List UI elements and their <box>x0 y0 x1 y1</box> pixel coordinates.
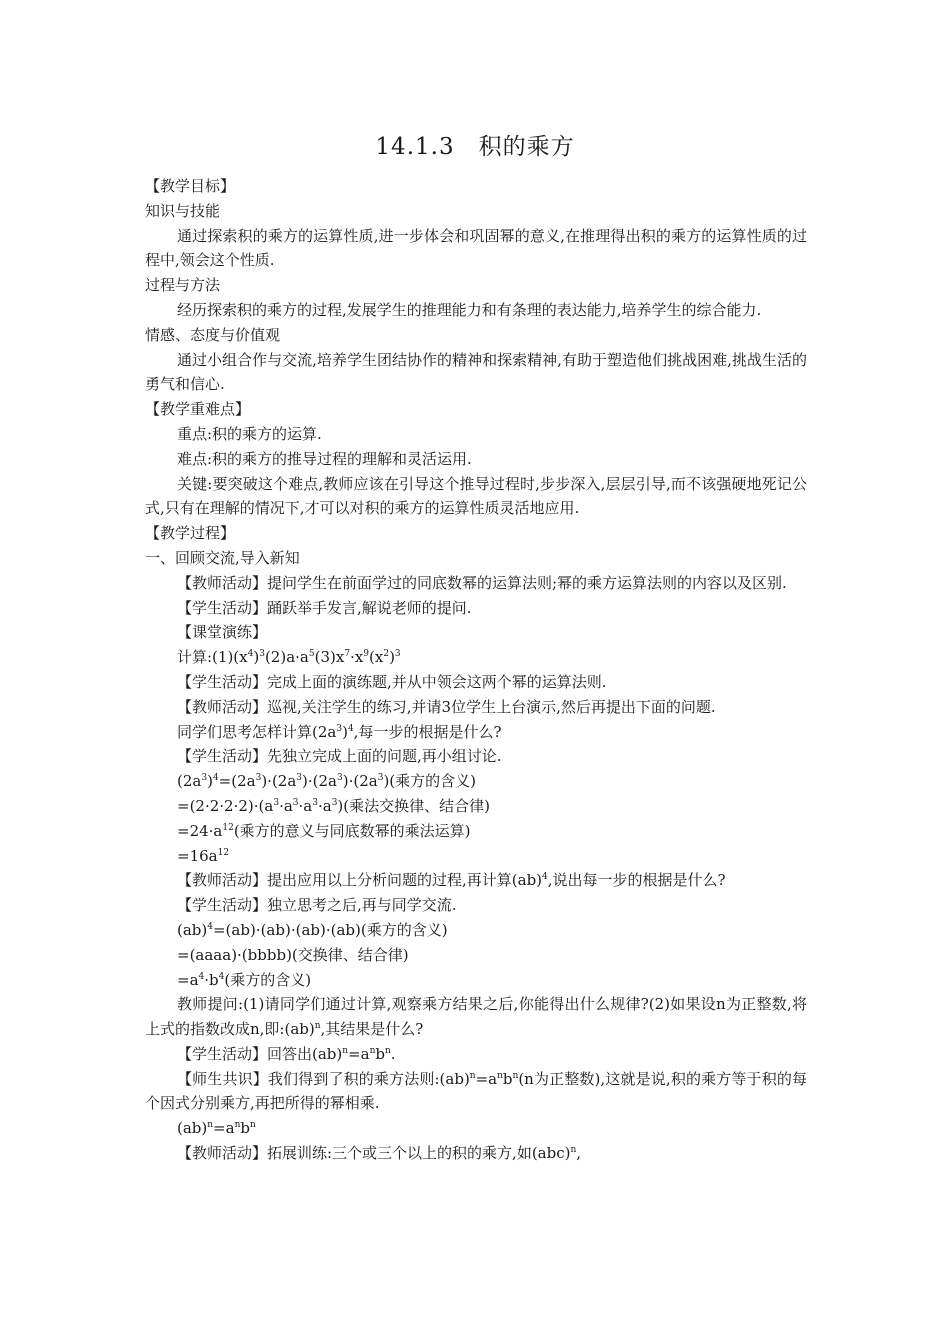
formula-line: 教师提问:(1)请同学们通过计算,观察乘方结果之后,你能得出什么规律?(2)如果设n为正整数,将上式的指数改成n,即:(ab)$^n$,其结果是什么? <box>145 995 807 1039</box>
formula-line: 【教师活动】提出应用以上分析问题的过程,再计算(ab)$^4$,说出每一步的根据是什么? <box>177 871 726 890</box>
formula-line: $(2a^3)^4=(2a^3)\cdot(2a^3)\cdot(2a^3)\cdot(2a^3)$(乘方的含义) <box>177 772 476 791</box>
subheading-knowledge: 知识与技能 <box>145 201 221 220</box>
section-heading-objectives: 【教学目标】 <box>145 177 236 195</box>
formula-line: $=24\cdot a^{12}$(乘方的意义与同底数幂的乘法运算) <box>177 821 471 840</box>
formula-line: 【学生活动】回答出$(ab)^n=a^nb^n$. <box>177 1044 396 1063</box>
formula-line: 【师生共识】我们得到了积的乘方法则$:(ab)^n=a^nb^n(n$为正整数),这就是说,积的乘方等于积的每个因式分别乘方,再把所得的幂相乘. <box>145 1069 807 1113</box>
paragraph: 关键:要突破这个难点,教师应该在引导这个推导过程时,步步深入,层层引导,而不该强硬地死记公式,只有在理解的情况下,才可以对积的乘方的运算性质灵活地应用. <box>145 474 807 518</box>
page-title: 14.1.3 积的乘方 <box>375 134 575 160</box>
formula-line: $=(2\cdot 2\cdot 2\cdot 2)\cdot(a^3\cdot a^3\cdot a^3\cdot a^3)$(乘法交换律、结合律) <box>177 796 490 815</box>
document-body <box>145 174 807 1166</box>
paragraph: 【课堂演练】 <box>177 623 268 642</box>
paragraph: 通过探索积的乘方的运算性质,进一步体会和巩固幂的意义,在推理得出积的乘方的运算性质的过程中,领会这个性质. <box>145 226 807 270</box>
formula-line: (ab)$^4$=(ab)·(ab)·(ab)·(ab)(乘方的含义) <box>177 920 448 939</box>
formula-line: $=16a^{12}$ <box>177 846 230 865</box>
subheading-attitude: 情感、态度与价值观 <box>145 325 281 344</box>
formula-line: $(ab)^n=a^nb^n$ <box>177 1119 256 1138</box>
section-heading-process: 【教学过程】 <box>145 524 236 543</box>
paragraph: 【学生活动】先独立完成上面的问题,再小组讨论. <box>177 747 502 766</box>
paragraph: 通过小组合作与交流,培养学生团结协作的精神和探索精神,有助于塑造他们挑战困难,挑战生活的勇气和信心. <box>145 350 807 394</box>
formula-line: =(aaaa)·(bbbb)(交换律、结合律) <box>177 945 409 964</box>
paragraph: 难点:积的乘方的推导过程的理解和灵活运用. <box>177 449 472 468</box>
paragraph: 经历探索积的乘方的过程,发展学生的推理能力和有条理的表达能力,培养学生的综合能力. <box>177 300 762 319</box>
paragraph: 【教师活动】巡视,关注学生的练习,并请3位学生上台演示,然后再提出下面的问题. <box>177 697 716 716</box>
formula-line: 同学们思考怎样计算$(2a^3)^4$,每一步的根据是什么? <box>177 722 502 741</box>
subheading-process: 过程与方法 <box>145 276 221 295</box>
subheading-review: 一、回顾交流,导入新知 <box>145 548 300 567</box>
paragraph: 重点:积的乘方的运算. <box>177 424 322 443</box>
section-heading-key-points: 【教学重难点】 <box>145 400 251 419</box>
formula-line: 计算$:(1)(x^4)^3(2)a\cdot a^5(3)x^7\cdot x^9(x^2)^3$ <box>177 648 401 667</box>
paragraph: 【学生活动】独立思考之后,再与同学交流. <box>177 896 457 915</box>
paragraph: 【学生活动】踊跃举手发言,解说老师的提问. <box>177 598 472 617</box>
formula-line: 【教师活动】拓展训练:三个或三个以上的积的乘方,如(abc)$^n$, <box>177 1144 582 1163</box>
paragraph: 【学生活动】完成上面的演练题,并从中领会这两个幂的运算法则. <box>177 672 607 691</box>
paragraph: 【教师活动】提问学生在前面学过的同底数幂的运算法则;幂的乘方运算法则的内容以及区别. <box>177 573 787 592</box>
formula-line: $=a^4\cdot b^4$(乘方的含义) <box>177 970 312 989</box>
